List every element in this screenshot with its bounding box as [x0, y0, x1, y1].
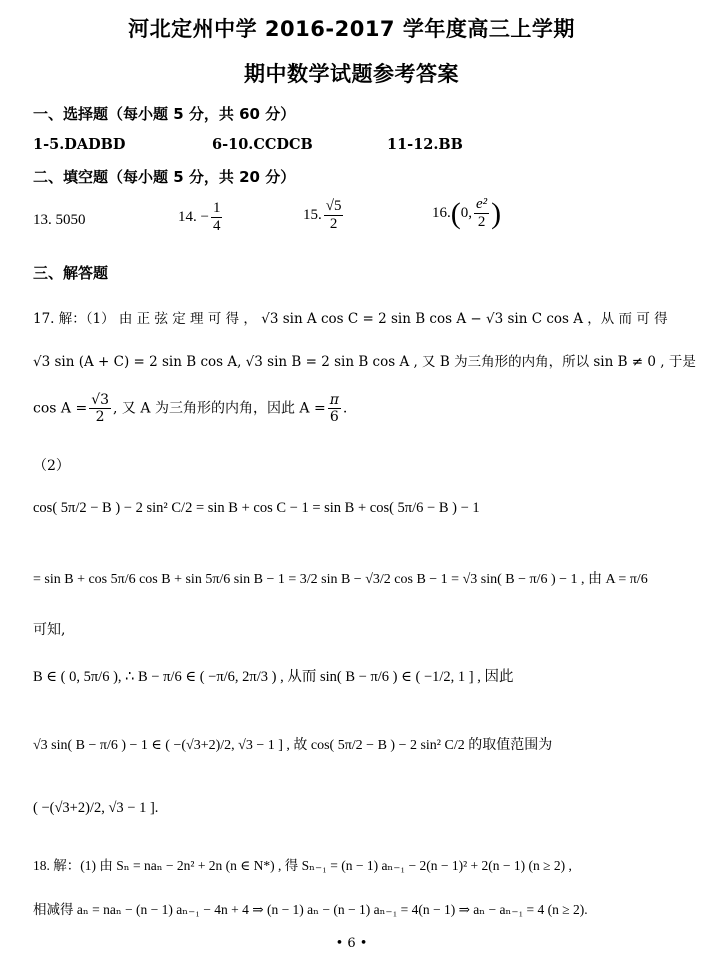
q17-line3 — [33, 392, 347, 425]
q17-part2: （2） — [33, 458, 70, 474]
answer-16-label: 16. — [432, 205, 451, 222]
q17-line1: 17. 解：（1） 由 正 弦 定 理 可 得 ， √3 sin A cos C = 2 sin B cos A − √3 sin C cos A ，从 而 可 得 — [33, 311, 668, 327]
answer-13: 13. 5050 — [33, 212, 86, 228]
q17-line3-den: 2 — [95, 409, 105, 426]
answer-15-num: √5 — [324, 198, 344, 216]
answer-16-den: 2 — [477, 214, 486, 231]
answer-15-label: 15. — [303, 207, 322, 224]
q17-line3-num: √3 — [91, 392, 110, 408]
q17-expr2: = sin B + cos 5π/6 cos B + sin 5π/6 sin B − 1 = 3/2 sin B − √3/2 cos B − 1 = √3 sin( B − π/6 ) − 1 , 由 A = π/6 — [33, 572, 648, 587]
q17-line3-pre: cos A = — [33, 400, 88, 417]
answers-6-10: 6-10.CCDCB — [212, 136, 313, 153]
answer-14 — [178, 200, 224, 236]
title-line1: 河北定州中学 2016-2017 学年度高三上学期 — [128, 17, 575, 41]
q17-expr4: √3 sin( B − π/6 ) − 1 ∈ ( −(√3+2)/2, √3 − 1 ] , 故 cos( 5π/2 − B ) − 2 sin² C/2 的取值范围为 — [33, 738, 553, 753]
q17-line3-end: . — [342, 400, 348, 417]
q18-line1: 18. 解：(1) 由 Sₙ = naₙ − 2n² + 2n (n ∈ N*) , 得 Sₙ₋₁ = (n − 1) aₙ₋₁ − 2(n − 1)² + 2(n − 1) (n ≥ 2) , — [33, 858, 572, 873]
q17-line3-den2: 6 — [329, 409, 339, 426]
answer-15 — [303, 198, 345, 234]
q17-expr1: cos( 5π/2 − B ) − 2 sin² C/2 = sin B + cos C − 1 = sin B + cos( 5π/6 − B ) − 1 — [33, 500, 480, 516]
answer-14-den: 4 — [212, 218, 221, 235]
q17-expr5: ( −(√3+2)/2, √3 − 1 ]. — [33, 800, 159, 816]
q17-line3-num2: π — [329, 392, 339, 408]
q18-line2: 相减得 aₙ = naₙ − (n − 1) aₙ₋₁ − 4n + 4 ⇒ (n − 1) aₙ − (n − 1) aₙ₋₁ = 4(n − 1) ⇒ aₙ − aₙ₋₁ = 4 (n ≥ 2). — [33, 902, 588, 917]
title-line2: 期中数学试题参考答案 — [244, 62, 459, 86]
answer-16: 16.(0, $\frac{\text{e²}}{2}$ ) — [432, 196, 502, 231]
q17-expr3: B ∈ ( 0, 5π/6 ), ∴ B − π/6 ∈ ( −π/6, 2π/3 ) , 从而 sin( B − π/6 ) ∈ ( −1/2, 1 ] , 因此 — [33, 669, 514, 685]
answer-14-num: 1 — [211, 200, 223, 218]
section2-heading: 二、填空题（每小题 5 分，共 20 分） — [33, 168, 296, 186]
q17-line3-mid: , 又 A 为三角形的内角，因此 A = — [113, 400, 326, 417]
page-number: • 6 • — [335, 936, 368, 951]
q17-kezhi: 可知, — [33, 622, 66, 638]
answers-11-12: 11-12.BB — [387, 136, 463, 153]
answer-16-num: e² — [474, 196, 489, 214]
section1-heading: 一、选择题（每小题 5 分，共 60 分） — [33, 105, 296, 123]
section3-heading: 三、解答题 — [33, 264, 109, 282]
q17-line2: √3 sin (A + C) = 2 sin B cos A, √3 sin B = 2 sin B cos A , 又 B 为三角形的内角，所以 sin B ≠ 0 , 于是 — [33, 354, 696, 370]
answers-1-5: 1-5.DADBD — [33, 136, 126, 153]
answer-14-label: 14. − — [178, 209, 209, 226]
answer-15-den: 2 — [329, 216, 338, 233]
answer-16-pre: 0, — [460, 205, 472, 222]
